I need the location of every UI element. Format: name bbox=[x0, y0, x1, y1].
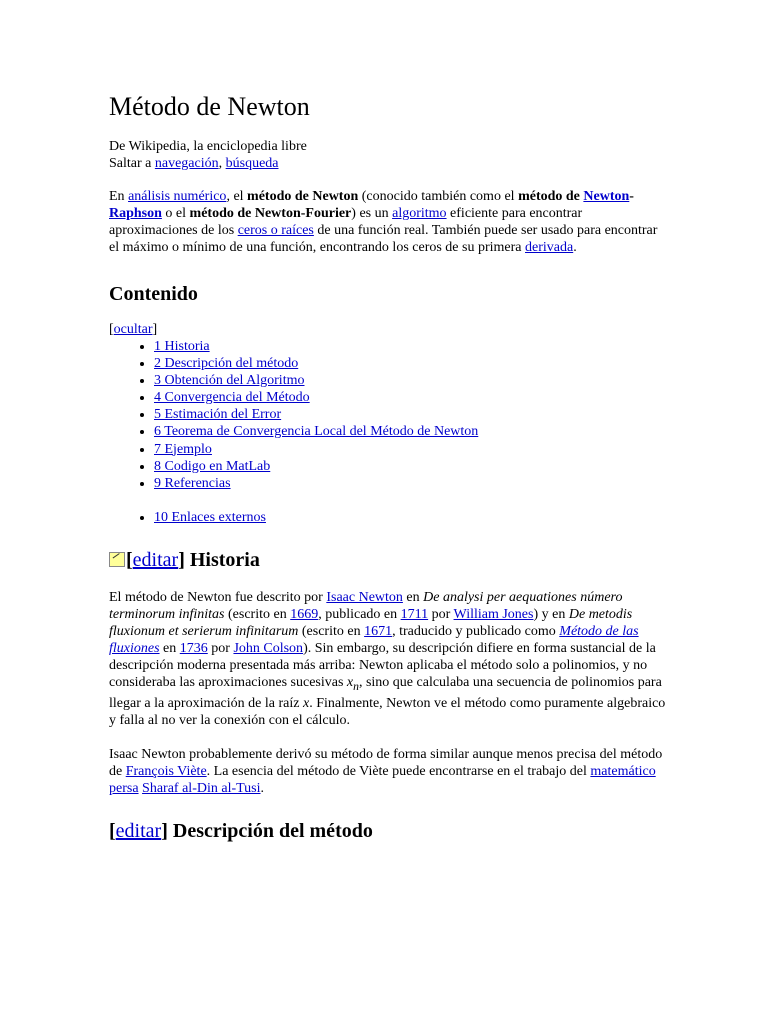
jump-prefix: Saltar a bbox=[109, 156, 155, 171]
section-heading-historia bbox=[109, 548, 669, 572]
text: (escrito en bbox=[224, 606, 291, 622]
edit-link[interactable]: editar bbox=[115, 819, 162, 842]
link-1671[interactable]: 1671 bbox=[364, 623, 393, 639]
jump-search-link[interactable]: búsqueda bbox=[225, 156, 279, 171]
text: o el bbox=[161, 206, 190, 221]
toc-item bbox=[154, 372, 669, 389]
bold-term: método de bbox=[518, 189, 584, 204]
link-derivada[interactable]: derivada bbox=[525, 240, 574, 255]
toc-link-historia[interactable]: 1 Historia bbox=[154, 339, 210, 354]
text: - bbox=[629, 189, 634, 204]
toc-link-obtencion[interactable]: 3 Obtención del Algoritmo bbox=[154, 373, 305, 389]
link-analisis-numerico[interactable]: análisis numérico bbox=[128, 189, 227, 204]
link-john-colson[interactable]: John Colson bbox=[233, 640, 304, 656]
text: , el bbox=[226, 189, 248, 204]
toc-link-ejemplo[interactable]: 7 Ejemplo bbox=[154, 441, 212, 457]
link-1736[interactable]: 1736 bbox=[179, 640, 208, 656]
toc-link-codigo[interactable]: 8 Codigo en MatLab bbox=[154, 458, 271, 474]
toc-link-enlaces[interactable]: 10 Enlaces externos bbox=[154, 509, 266, 525]
math-variable: x bbox=[302, 695, 310, 711]
text: El método de Newton fue descrito por bbox=[109, 589, 327, 605]
link-metodo-fluxiones[interactable]: Método de las fluxiones bbox=[109, 623, 639, 656]
toc-item bbox=[154, 406, 669, 423]
section-title-text: Historia bbox=[189, 548, 260, 571]
book-title: De metodis fluxionum et serierum infinitarum bbox=[109, 606, 633, 639]
jump-separator: , bbox=[218, 156, 226, 171]
toc-item bbox=[154, 458, 669, 475]
toc-item bbox=[154, 423, 669, 440]
edit-link[interactable]: editar bbox=[132, 548, 179, 571]
toc-link-referencias[interactable]: 9 Referencias bbox=[154, 475, 231, 491]
link-persa[interactable]: persa bbox=[109, 780, 139, 796]
text: ). Sin embargo, su descripción difiere en forma sustancial de la descripción moderna presentada más arriba: Newton aplicaba el método solo a polinomios, y no consideraba las aproximaciones sucesivas bbox=[109, 640, 656, 690]
jump-navigation-link[interactable]: navegación bbox=[154, 156, 219, 171]
link-1669[interactable]: 1669 bbox=[290, 606, 319, 622]
toc-list bbox=[109, 338, 669, 492]
text: . Finalmente, Newton ve el método como puramente algebraico y falla al no ver la conexión con el cálculo. bbox=[109, 695, 666, 728]
text: en bbox=[159, 640, 180, 656]
link-raphson[interactable]: Raphson bbox=[109, 206, 162, 221]
historia-paragraph-1 bbox=[109, 589, 669, 729]
text: . bbox=[260, 780, 265, 796]
text: , publicado en bbox=[318, 606, 401, 622]
toc-link-descripcion[interactable]: 2 Descripción del método bbox=[154, 356, 299, 372]
book-title: De analysi per aequationes número terminorum infinitas bbox=[109, 589, 623, 622]
link-william-jones[interactable]: William Jones bbox=[453, 606, 534, 622]
toc-item bbox=[154, 509, 669, 526]
toc-link-teorema[interactable]: 6 Teorema de Convergencia Local del Método de Newton bbox=[154, 424, 479, 440]
toc-item bbox=[154, 389, 669, 406]
toc-item bbox=[154, 338, 669, 355]
math-subscript: n bbox=[353, 679, 359, 693]
text: , traducido y publicado como bbox=[392, 623, 560, 639]
link-algoritmo[interactable]: algoritmo bbox=[392, 206, 447, 221]
toc-item bbox=[154, 441, 669, 458]
text: (escrito en bbox=[298, 623, 365, 639]
toc-toggle: [ocultar] bbox=[109, 322, 158, 337]
text: por bbox=[207, 640, 234, 656]
intro-paragraph bbox=[109, 188, 669, 256]
section-heading-descripcion bbox=[109, 819, 669, 843]
section-title: [editar] Descripción del método bbox=[109, 819, 373, 842]
site-subtitle: De Wikipedia, la enciclopedia libre bbox=[109, 139, 307, 154]
text: . bbox=[573, 240, 577, 255]
toc-hide-link[interactable]: ocultar bbox=[113, 322, 153, 337]
toc-link-estimacion[interactable]: 5 Estimación del Error bbox=[154, 407, 282, 423]
text: En bbox=[109, 189, 129, 204]
math-variable: x bbox=[346, 674, 354, 690]
link-matematico[interactable]: matemático bbox=[590, 763, 656, 779]
section-title-text: Descripción del método bbox=[172, 819, 373, 842]
bold-term: método de Newton bbox=[247, 189, 359, 204]
text: , sino que calculaba una secuencia de polinomios para llegar a la aproximación de la raíz bbox=[109, 674, 662, 711]
text: en bbox=[402, 589, 424, 605]
link-sharaf-al-din[interactable]: Sharaf al-Din al-Tusi bbox=[142, 780, 261, 796]
toc-list-extra bbox=[109, 509, 669, 526]
toc-item bbox=[154, 475, 669, 492]
bold-term: método de Newton-Fourier bbox=[189, 206, 352, 221]
jump-links bbox=[109, 155, 669, 172]
text: (conocido también como el bbox=[358, 189, 519, 204]
link-newton[interactable]: Newton bbox=[583, 189, 630, 204]
toc-item bbox=[154, 355, 669, 372]
toc-title: Contenido bbox=[109, 283, 198, 305]
link-francois-viete[interactable]: François Viète bbox=[125, 763, 207, 779]
text: ) y en bbox=[533, 606, 569, 622]
link-1711[interactable]: 1711 bbox=[400, 606, 429, 622]
text: por bbox=[428, 606, 454, 622]
historia-paragraph-2 bbox=[109, 746, 669, 797]
text: eficiente para encontrar aproximaciones de los bbox=[109, 206, 583, 238]
edit-pencil-icon[interactable] bbox=[109, 552, 125, 567]
text: . La esencia del método de Viète puede encontrarse en el trabajo del bbox=[206, 763, 591, 779]
text: Isaac Newton probablemente derivó su método de forma similar aunque menos precisa del método de bbox=[109, 746, 663, 779]
section-title: [editar] Historia bbox=[126, 548, 260, 571]
page-title: Método de Newton bbox=[109, 92, 310, 121]
text: ) es un bbox=[351, 206, 393, 221]
toc-link-convergencia[interactable]: 4 Convergencia del Método bbox=[154, 390, 310, 406]
link-ceros-raices[interactable]: ceros o raíces bbox=[237, 223, 314, 238]
link-isaac-newton[interactable]: Isaac Newton bbox=[326, 589, 403, 605]
text: de una función real. También puede ser usado para encontrar el máximo o mínimo de una función, encontrando los ceros de su primera bbox=[109, 223, 658, 255]
